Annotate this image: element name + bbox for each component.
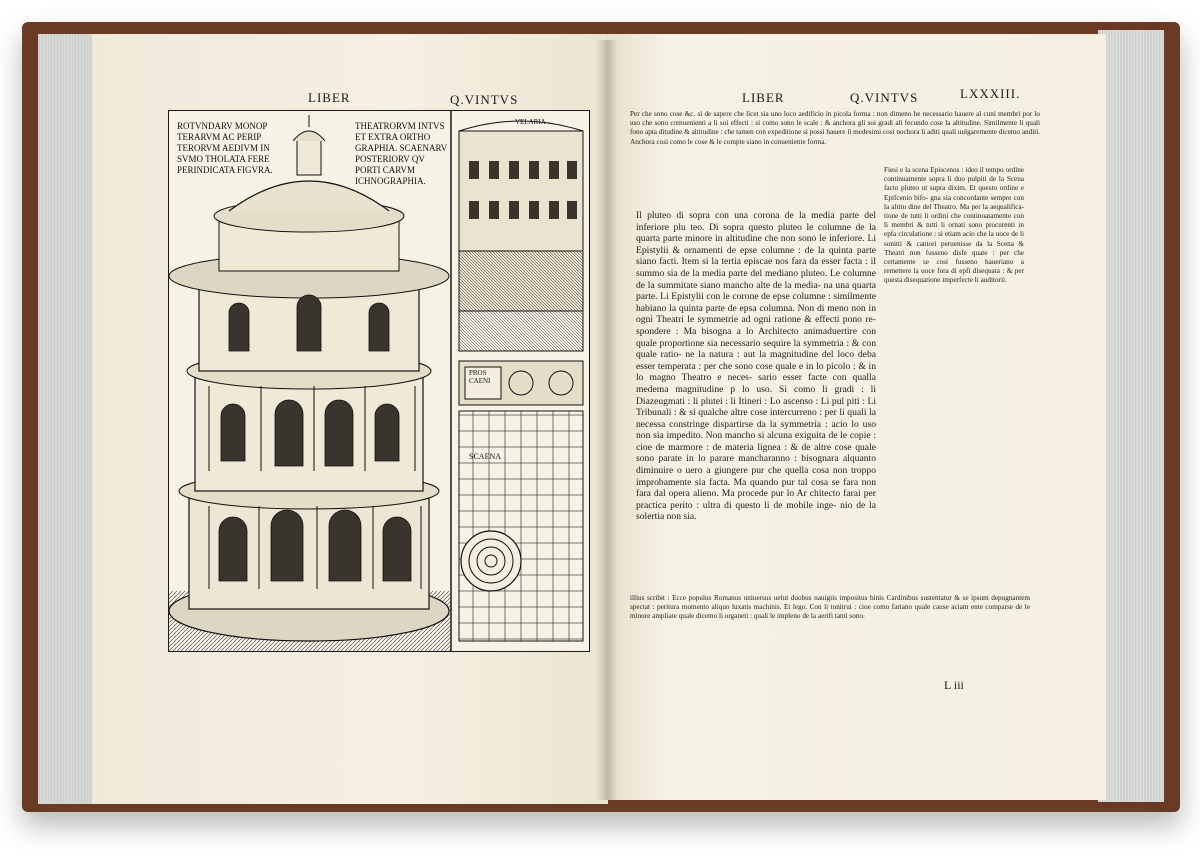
woodcut-illustration [168,110,590,652]
figure-caption-theatre: THEATRORVM INTVS ET EXTRA ORTHO GRAPHIA. SCAENARV POSTERIORV QV PORTI CARVM ICHNOGRAPHIA. [355,121,448,186]
bottom-commentary-text: illius scribit : Ecce populus Romanus uniuersus uelut duobus nauigiis impositus binis Cardinibus sustentatur & se ipsum depugnantem spectat : peritura momento aliquo luxatis machinis. Et lego. Con li tonitrui : cioe como fariano quale cause aciam ente comparse de le minore ampliate quale dicemo li organeti : quali le impleno de la aerifi tanti sono. [630,594,1030,621]
right-running-head-liber: LIBER [742,90,785,105]
left-running-head-quintus: Q.VINTVS [450,92,519,107]
woodcut-drawing [169,111,589,651]
signature-mark: L iii [944,678,964,692]
right-running-head-quintus: Q.VINTVS [850,90,919,105]
figure-label-scaena: SCAENA [469,452,502,461]
figure-label-velaria: VELARIA [515,118,546,126]
main-text-block: Il pluteo di sopra con una corona de la media parte del inferiore plu teo. Di sopra questo pluteo le columne de la quarta parte minore in altitudine che non sono le inferiore. Li Epistylii & ornamenti de epse columne : de la quinta parte siano facti. Item si la tertia episcae nos fara da esser facta : il summo sia de la media parte del mediano pluteo. Le columne de la summitate siano mancho alte de la media- na una quarta parte. Li Epistylii con le corone de epse columne : similmente habiano la quinta parte de epsa columna. Non di meno non in ogni Theatri le symmetrie ad ogni ratione & effecti pono re- spondere : Ma bisogna a lo Architecto animaduertire con quale proportione sia necessario sequire la symmetria : & con quale ratio- ne la natura : aut la magnitudine del loco deba esser temperata : per che sono cose quale e in lo picolo : & in lo magno Theatro e neces- sario esser facte con qualla medema magnitudine p lo uso. Si como li gradi : li Diazeugmati : li plutei : li Itineri : Lo ascenso : Li pul piti : Li Tribunali : & si qualche altre cose intercurreno : per li quali la necessa constringe dispartirse da la symmetria : acio lo uso non sia impedito. Non mancho si alcuna exiguita de le copie : cioe de marmore : de materia lignea : & de altre cose quale sono parate in lo parare mancharanno : bisognara alquanto diminuire o uero a giungere pur che quella cosa non troppo improbamente sia facta. Ma quando pur tal cosa se fara non fara dal opera alieno. Ma procede pur lo Ar chitecto farai per practica perito : ultra di questo li de mobile inge- nio de la solertia non sia. [636,210,876,523]
right-page-edges [1098,30,1164,802]
book-gutter [596,40,618,800]
figure-label-proscaenium: PROS CAENI [469,369,491,385]
right-folio-number: LXXXIII. [960,86,1021,101]
left-running-head-liber: LIBER [308,90,351,105]
side-gloss-text: Fiesi e la scena Episcenos : ideo il tempo ordine continuamente sopra li duo pulpiti de la Scena facto pluteo ut supra dixim. Et questo ordine e Epifcenio bifo- gna sia concordante sempre con la altitu dine del Theatro. Ma per la aequalifica- tione de tutti li ordini che continuatamente con li membri & tutti li ornati sono procurenti in epfa circulatione : si etiam acio che la uoce de li sonitti & cantori peruenisse da la Scena & Theatri non fusseno disfe quate : per che certamente se cosi fusseno haueriano a remettere la uoce fora di epfi disequata : & per questa disequatione imperfecte li auditorii. [884,166,1024,285]
top-gloss-text: Per che sono cose &c. si de sapere che licet sia uno loco aedificio in picola forma : non dimeno he necessario hauere al cuni membri por lo uso che sono comuenienti a li soi effecti : si como sono le scale : & anchora gli soi gradi ali fecundo cose la altitudine. Similmente li quali fono apta ditudine & altitudine : che tamen con expeditione si possi hauere li medesimi cosi nochora li aditi quali uulgaremente dicemo anditi. Anchora cosi como le cose & le compte siano in conueniente forma. [630,110,1040,146]
figure-caption-rotunda: ROTVNDARV MONOP TERARVM AC PERIP TERORVM AEDIVM IN SVMO THOLATA FERE PERINDICATA FIGVRA. [177,121,273,175]
